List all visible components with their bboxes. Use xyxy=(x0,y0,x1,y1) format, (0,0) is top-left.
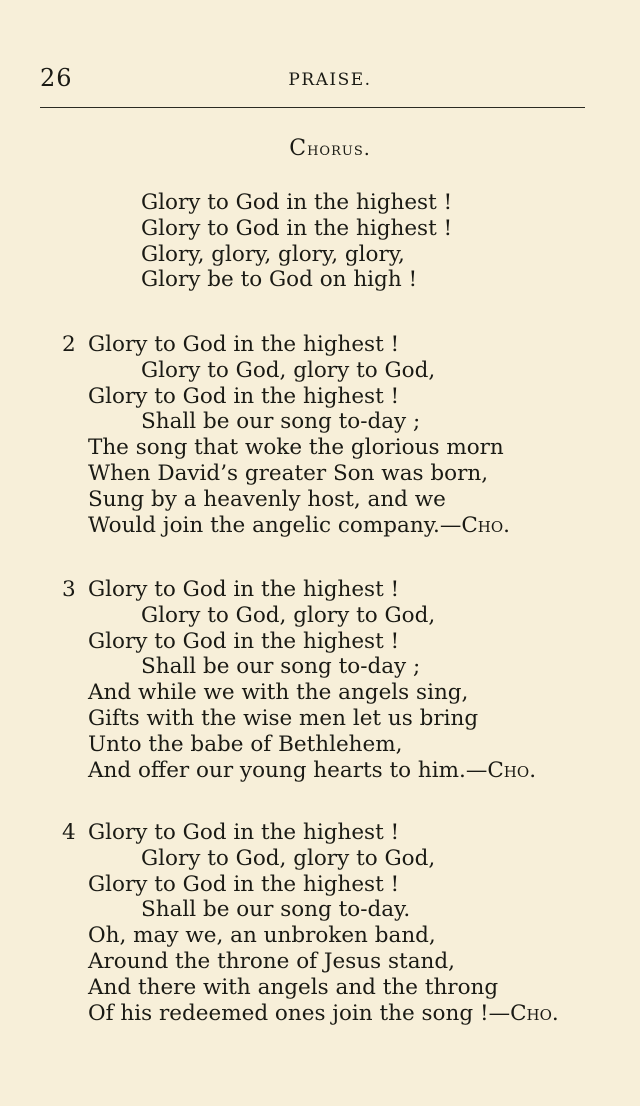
chorus-line-text: Glory be to God on high ! xyxy=(141,267,418,293)
verse-line xyxy=(0,603,640,629)
verse-line-text: Gifts with the wise men let us bring xyxy=(88,705,479,731)
chorus-reference: Cho. xyxy=(461,512,510,538)
verse-line-text: Around the throne of Jesus stand, xyxy=(88,948,455,974)
verse-line-text: Of his redeemed ones join the song !—Cho. xyxy=(88,1000,559,1026)
chorus-line-text: Glory to God in the highest ! xyxy=(141,215,453,241)
verse-line xyxy=(0,487,640,513)
verse-line xyxy=(0,435,640,461)
running-head: PRAISE. xyxy=(288,70,372,90)
verse-line-text: Glory to God in the highest ! xyxy=(88,383,400,409)
verse-number: 4 xyxy=(62,820,76,845)
verse-line xyxy=(0,846,640,872)
verse-line-text: Shall be our song to-day. xyxy=(141,897,411,923)
verse-line-text: And there with angels and the throng xyxy=(88,974,499,1000)
verse-line xyxy=(0,732,640,758)
verse-4 xyxy=(0,820,640,1026)
chorus-block xyxy=(0,190,640,293)
verse-line xyxy=(0,975,640,1001)
verse-line xyxy=(0,872,640,898)
chorus-reference: Cho. xyxy=(487,757,537,783)
verse-line xyxy=(0,923,640,949)
verse-line xyxy=(0,706,640,732)
verse-line xyxy=(0,513,640,539)
verse-line xyxy=(0,629,640,655)
verse-line xyxy=(0,949,640,975)
verse-line-text: Glory to God in the highest ! xyxy=(88,332,400,357)
verse-line-text: Glory to God, glory to God, xyxy=(141,357,436,383)
verse-line-text: Unto the babe of Bethlehem, xyxy=(88,731,403,757)
verse-line xyxy=(0,1001,640,1027)
verse-line-text: Oh, may we, an unbroken band, xyxy=(88,923,436,949)
verse-line xyxy=(0,654,640,680)
verse-line-text: Glory to God, glory to God, xyxy=(141,845,436,871)
chorus-line xyxy=(0,190,640,216)
verse-line xyxy=(0,358,640,384)
verse-line-text: Glory to God in the highest ! xyxy=(88,871,400,897)
verse-line xyxy=(0,461,640,487)
header-rule xyxy=(40,107,585,108)
verse-line-text: Sung by a heavenly host, and we xyxy=(88,486,446,512)
page-header xyxy=(0,0,640,110)
verse-2 xyxy=(0,332,640,538)
verse-line-text: The song that woke the glorious morn xyxy=(88,435,504,461)
verse-line xyxy=(0,680,640,706)
verse-line-text: Glory to God, glory to God, xyxy=(141,602,436,628)
verse-line xyxy=(0,897,640,923)
verse-line-text: Glory to God in the highest ! xyxy=(88,628,400,654)
verse-line xyxy=(0,384,640,410)
verse-number: 3 xyxy=(62,577,76,602)
verse-line-text: Shall be our song to-day ; xyxy=(141,654,421,680)
chorus-line xyxy=(0,267,640,293)
verse-line xyxy=(0,577,640,603)
verse-line-text: When David’s greater Son was born, xyxy=(88,460,489,486)
verse-line-text: And offer our young hearts to him.—Cho. xyxy=(88,757,537,783)
verse-line xyxy=(0,820,640,846)
page-number: 26 xyxy=(40,64,73,92)
chorus-line xyxy=(0,216,640,242)
verse-line-text: And while we with the angels sing, xyxy=(88,680,469,706)
verse-line-text: Shall be our song to-day ; xyxy=(141,409,421,435)
chorus-reference: Cho. xyxy=(510,1000,559,1026)
verse-line-text: Glory to God in the highest ! xyxy=(88,577,400,602)
verse-line-text: Glory to God in the highest ! xyxy=(88,820,400,845)
chorus-line xyxy=(0,242,640,268)
chorus-heading: Chorus. xyxy=(289,136,371,161)
verse-line xyxy=(0,409,640,435)
chorus-line-text: Glory, glory, glory, glory, xyxy=(141,241,405,267)
verse-line-text: Would join the angelic company.—Cho. xyxy=(88,512,510,538)
verse-3 xyxy=(0,577,640,783)
verse-line xyxy=(0,332,640,358)
chorus-line-text: Glory to God in the highest ! xyxy=(141,190,453,215)
verse-number: 2 xyxy=(62,332,76,357)
verse-line xyxy=(0,758,640,784)
